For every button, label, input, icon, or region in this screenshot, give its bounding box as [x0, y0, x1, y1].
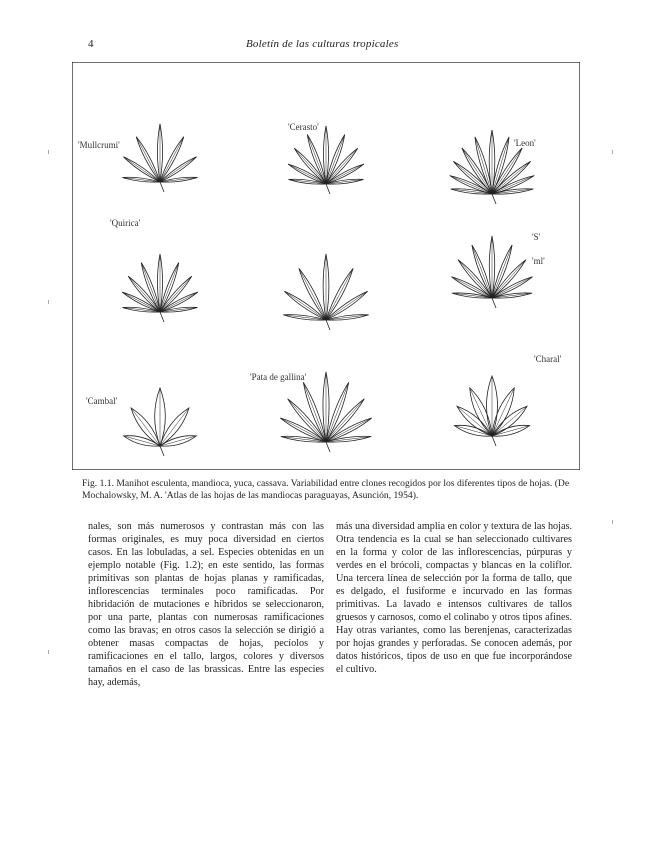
leaf-label-3: 'Leon'	[514, 138, 536, 148]
leaf-petiole	[160, 182, 164, 192]
crop-mark	[48, 650, 49, 654]
cassava-leaf	[122, 254, 198, 322]
leaf-petiole	[492, 298, 496, 308]
leaf-vein	[326, 268, 353, 320]
leaf-figure	[72, 62, 580, 470]
body-column-right	[336, 520, 572, 676]
cassava-leaf	[288, 126, 364, 194]
crop-mark	[48, 150, 49, 154]
leaf-vein	[326, 382, 349, 442]
leaf-vein	[136, 137, 160, 182]
cassava-leaf	[280, 372, 371, 452]
leaf-petiole	[492, 436, 496, 446]
leaf-label-5: 'S'	[532, 232, 541, 242]
body-text-right: más una diversidad amplia en color y textura de las hojas. Otra tendencia es la cual se han seleccionado cultivares en la forma y color de las inflorescencias, púrpuras y verdes en el brócoli, compactas y blancas en la coliflor. Una tercera línea de selección por la forma de tallo, que es delgado, el fusiforme e incurvado en las formas primitivas. La lavado e intensos cultivares de tallos gruesos y carnosos, como el colinabo y otros tipos afines. Hay otras variantes, como las berenjenas, caracterizadas por hojas grandes y perforadas. Se conocen además, por datos históricos, tipos de uso en que fue incorporándose el cultivo.	[336, 521, 572, 675]
leaf-label-6: 'ml'	[532, 256, 545, 266]
cassava-leaf	[452, 236, 533, 308]
leaf-vein	[160, 137, 184, 182]
leaf-label-1: 'Mullcrumi'	[78, 140, 120, 150]
leaf-vein	[492, 388, 514, 436]
leaf-vein	[470, 388, 492, 436]
crop-mark	[612, 150, 613, 154]
leaf-vein	[303, 382, 326, 442]
leaf-petiole	[326, 320, 330, 330]
cassava-leaf	[123, 124, 198, 192]
leaf-label-4: 'Quirica'	[110, 218, 141, 228]
cassava-leaf	[124, 388, 197, 456]
leaf-label-2: 'Cerasto'	[288, 122, 319, 132]
page-number: 4	[88, 38, 94, 50]
leaf-label-9: 'Cambal'	[86, 396, 118, 406]
crop-mark	[612, 520, 613, 524]
leaf-label-8: 'Pata de gallina'	[250, 372, 307, 382]
leaf-drawings	[72, 62, 580, 470]
leaf-vein	[299, 268, 326, 320]
running-head: Boletín de las culturas tropicales	[246, 38, 399, 50]
body-text-left: nales, son más numerosos y contrastan más con las formas originales, es muy poca diversidad en ciertos casos. En las lobuladas, a sel. Especies obtenidas en un ejemplo notable (Fig. 1.2); en este sentido, las formas primitivas son plantas de hojas planas y ramificadas, inflorescencias terminales poco ramificadas. Por hibridación de mutaciones e híbridos se seleccionaron, por una parte, plantas con numerosas ramificaciones como las bravas; en otros casos la selección se dirigió a obtener masas compactas de hojas, pecíolos y ramificaciones en el tallo, largos, colores y diversos tamaños en el caso de las brassicas. Entre las especies hay, además,	[88, 521, 324, 688]
figure-caption: Fig. 1.1. Manihot esculenta, mandioca, yuca, cassava. Variabilidad entre clones recogidos por los diferentes tipos de hojas. (De Mochalowsky, M. A. 'Atlas de las hojas de las mandiocas paraguayas, Asunción, 1954).	[82, 478, 570, 501]
leaf-label-7: 'Charal'	[534, 354, 562, 364]
leaf-petiole	[492, 194, 496, 204]
leaf-petiole	[160, 312, 164, 322]
cassava-leaf	[454, 376, 529, 446]
cassava-leaf	[283, 254, 368, 330]
body-column-left	[88, 520, 324, 689]
leaf-petiole	[326, 442, 330, 452]
crop-mark	[48, 300, 49, 304]
leaf-petiole	[160, 446, 164, 456]
leaf-petiole	[326, 184, 330, 194]
